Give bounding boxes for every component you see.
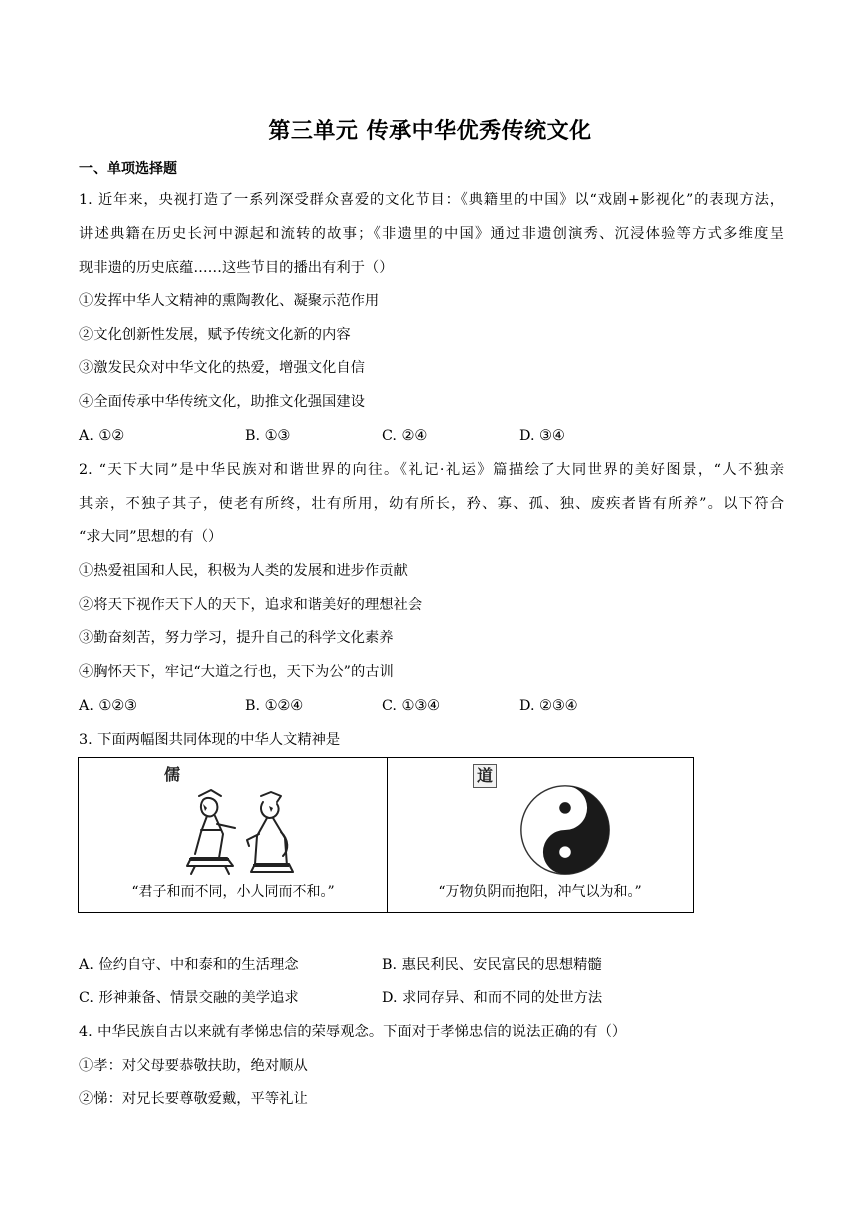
question-3-figure bbox=[78, 757, 694, 913]
page-title: 第三单元 传承中华优秀传统文化 bbox=[268, 119, 592, 144]
question-1-option-a[interactable]: A. ①② bbox=[79, 428, 125, 444]
question-1-item-4: ④全面传承中华传统文化，助推文化强国建设 bbox=[79, 394, 365, 410]
question-1-item-2: ②文化创新性发展，赋予传统文化新的内容 bbox=[79, 327, 351, 343]
taoist-panel bbox=[387, 758, 693, 912]
question-2-option-a[interactable]: A. ①②③ bbox=[79, 698, 137, 714]
question-4-item-2: ②悌：对兄长要尊敬爱戴，平等礼让 bbox=[79, 1091, 308, 1107]
question-1-item-3: ③激发民众对中华文化的热爱，增强文化自信 bbox=[79, 360, 365, 376]
question-3-option-a[interactable]: A. 俭约自守、中和泰和的生活理念 bbox=[79, 957, 299, 973]
question-1-line-1: 1. 近年来，央视打造了一系列深受群众喜爱的文化节目：《典籍里的中国》以“戏剧+影视化”的表现方法， bbox=[79, 192, 784, 208]
question-2-item-2: ②将天下视作天下人的天下，追求和谐美好的理想社会 bbox=[79, 597, 423, 613]
section-heading: 一、单项选择题 bbox=[79, 161, 177, 177]
question-2-line-1: 2. “天下大同”是中华民族对和谐世界的向往。《礼记·礼运》篇描绘了大同世界的美好图景，“人不独亲 bbox=[79, 462, 784, 478]
question-2-item-4: ④胸怀天下，牢记“大道之行也，天下为公”的古训 bbox=[79, 664, 394, 680]
question-3-option-b[interactable]: B. 惠民利民、安民富民的思想精髓 bbox=[382, 957, 602, 973]
question-2-line-2: 其亲，不独子其子，使老有所终，壮有所用，幼有所长，矜、寡、孤、独、废疾者皆有所养”。以下符合 bbox=[79, 496, 784, 512]
question-2-item-3: ③勤奋刻苦，努力学习，提升自己的科学文化素养 bbox=[79, 630, 394, 646]
question-2-line-3: “求大同”思想的有（） bbox=[79, 529, 223, 545]
confucian-badge: 儒 bbox=[163, 765, 180, 784]
question-2-option-d[interactable]: D. ②③④ bbox=[519, 698, 578, 714]
question-2-item-1: ①热爱祖国和人民，积极为人类的发展和进步作贡献 bbox=[79, 563, 408, 579]
question-1-option-c[interactable]: C. ②④ bbox=[382, 428, 428, 444]
question-2-option-b[interactable]: B. ①②④ bbox=[245, 698, 304, 714]
question-1-option-b[interactable]: B. ①③ bbox=[245, 428, 291, 444]
question-3-option-d[interactable]: D. 求同存异、和而不同的处世方法 bbox=[382, 990, 603, 1006]
taoist-caption: “万物负阴而抱阳，冲气以为和。” bbox=[438, 884, 642, 900]
question-4-line-1: 4. 中华民族自古以来就有孝悌忠信的荣辱观念。下面对于孝悌忠信的说法正确的有（） bbox=[79, 1024, 627, 1040]
scholars-illustration-icon bbox=[177, 784, 307, 878]
taoist-badge: 道 bbox=[473, 764, 497, 788]
question-3-line-1: 3. 下面两幅图共同体现的中华人文精神是 bbox=[79, 732, 341, 748]
question-3-option-c[interactable]: C. 形神兼备、情景交融的美学追求 bbox=[79, 990, 299, 1006]
question-1-item-1: ①发挥中华人文精神的熏陶教化、凝聚示范作用 bbox=[79, 293, 380, 309]
question-4-item-1: ①孝：对父母要恭敬扶助，绝对顺从 bbox=[79, 1058, 308, 1074]
question-1-line-2: 讲述典籍在历史长河中源起和流转的故事；《非遗里的中国》通过非遗创演秀、沉浸体验等方式多维度呈 bbox=[79, 226, 784, 242]
yin-yang-icon bbox=[515, 782, 615, 878]
question-1-line-3: 现非遗的历史底蕴……这些节目的播出有利于（） bbox=[79, 260, 394, 276]
question-1-option-d[interactable]: D. ③④ bbox=[519, 428, 565, 444]
confucian-caption: “君子和而不同，小人同而不和。” bbox=[131, 884, 335, 900]
question-2-option-c[interactable]: C. ①③④ bbox=[382, 698, 440, 714]
confucian-panel bbox=[79, 758, 388, 912]
